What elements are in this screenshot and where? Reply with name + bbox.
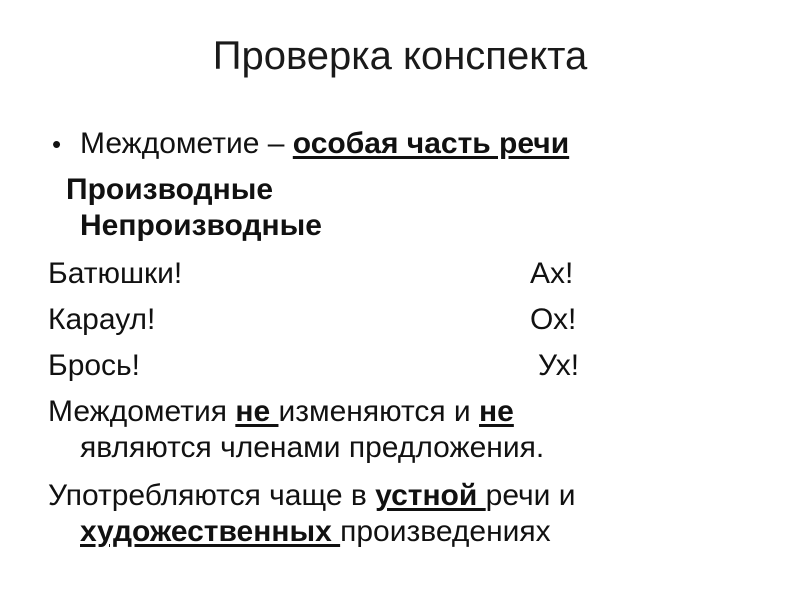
rule2-emph1: устной: [375, 479, 486, 512]
rule2-part2: речи и: [485, 479, 576, 512]
rule1-part2: изменяются и: [278, 395, 480, 428]
rule2-part3: произведениях: [340, 515, 551, 548]
rule1-neg2: не: [479, 395, 514, 428]
rule1-part1: Междометия: [48, 395, 236, 428]
bullet-icon: •: [52, 129, 62, 159]
kind-derived: Производные: [66, 173, 274, 206]
rule1-line1: [48, 394, 514, 430]
example-derived-3: Брось!: [48, 349, 141, 382]
rule1-neg1: не: [235, 395, 279, 428]
example-underived-1: Ах!: [530, 257, 574, 290]
example-derived-2: Караул!: [48, 303, 156, 336]
rule2-emph2: художественных: [80, 515, 341, 548]
rule1-line2: являются членами предложения.: [80, 431, 545, 464]
bullet-prefix: Междометие –: [80, 127, 293, 160]
bullet-line: [52, 126, 569, 162]
rule2-part1: Употребляются чаще в: [48, 479, 376, 512]
rule2-line1: [48, 478, 576, 514]
bullet-emphasis: особая часть речи: [292, 127, 570, 160]
example-underived-3: Ух!: [538, 349, 580, 382]
kind-underived: Непроизводные: [80, 209, 322, 242]
example-underived-2: Ох!: [530, 303, 577, 336]
example-derived-1: Батюшки!: [48, 257, 183, 290]
rule2-line2: [80, 514, 551, 550]
slide-title: Проверка конспекта: [212, 34, 588, 78]
